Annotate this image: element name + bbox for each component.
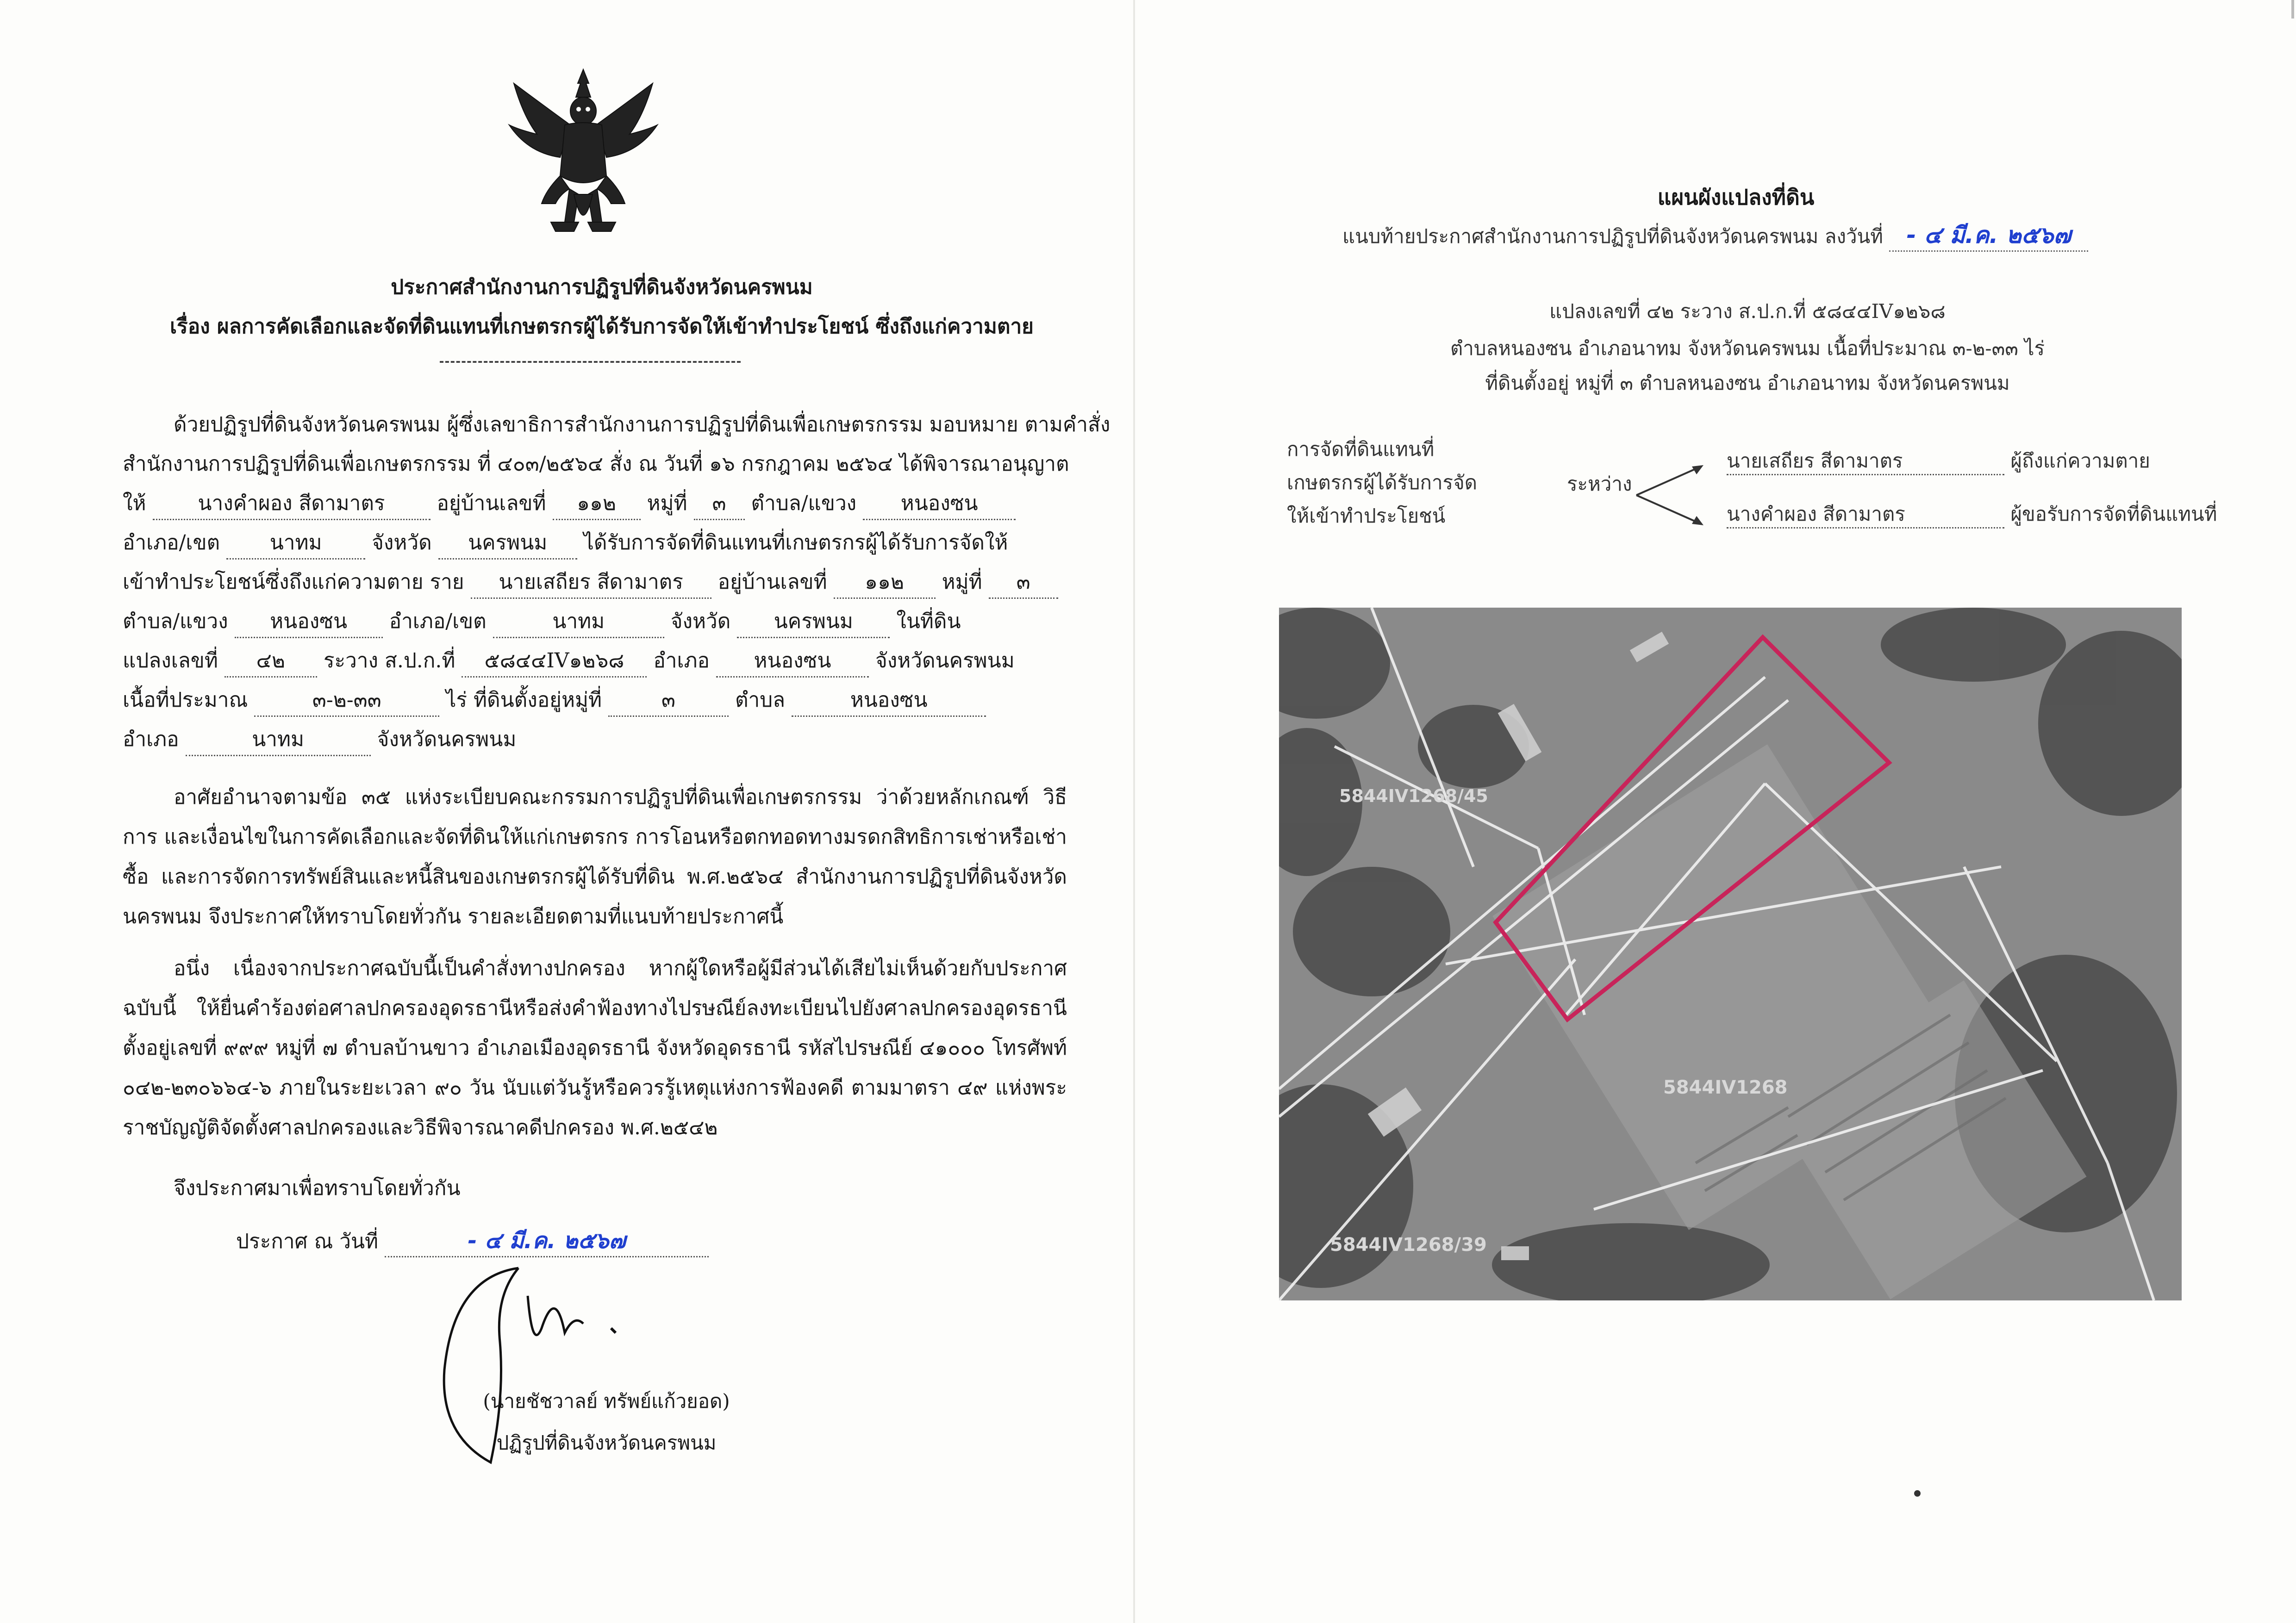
map-subtitle-date: - ๔ มี.ค. ๒๕๖๗ <box>1889 220 2088 252</box>
area-field: ๓-๒-๓๓ <box>254 685 439 717</box>
party-2-name: นางคำผอง สีดามาตร <box>1727 501 2004 529</box>
announcement-title: ประกาศสำนักงานการปฏิรูปที่ดินจังหวัดนครพนม <box>391 275 813 299</box>
paragraph-1-line-1: ด้วยปฏิรูปที่ดินจังหวัดนครพนม ผู้ซึ่งเลขาธิการสำนักงานการปฏิรูปที่ดินเพื่อเกษตรกรรม มอบหมาย ตามคำสั่ง <box>174 413 1111 436</box>
plot-amphoe-field: หนองซน <box>716 646 869 678</box>
party-1-row: นายเสถียร สีดามาตร ผู้ถึงแก่ความตาย <box>1727 444 2150 478</box>
plot-info-line-2: ตำบลหนองซน อำเภอนาทม จังหวัดนครพนม เนื้อที่ประมาณ ๓-๒-๓๓ ไร่ <box>1450 337 2045 360</box>
map-label-1: 5844IV1268/45 <box>1339 786 1488 806</box>
form-row-recipient-address: อำเภอ/เขต นาทม จังหวัด นครพนม ได้รับการจัดที่ดินแทนที่เกษตรกรผู้ได้รับการจัดให้ <box>123 523 1067 563</box>
branch-arrows-icon <box>1634 458 1708 532</box>
recipient-name-field: นางคำผอง สีดามาตร <box>153 488 430 520</box>
deceased-house-no-field: ๑๑๒ <box>834 567 936 599</box>
signer-name: (นายชัชวาลย์ ทรัพย์แก้วยอด) <box>483 1390 730 1412</box>
announced-date-field: - ๔ มี.ค. ๒๕๖๗ <box>385 1225 709 1257</box>
map-subtitle: แนบท้ายประกาศสำนักงานการปฏิรูปที่ดินจังหวัดนครพนม ลงวันที่ - ๔ มี.ค. ๒๕๖๗ <box>1342 220 2176 252</box>
fold-mark <box>2291 0 2294 19</box>
map-title: แผนผังแปลงที่ดิน <box>1657 185 1815 210</box>
deceased-province-field: นครพนม <box>737 606 890 638</box>
recipient-amphoe-field: นาทม <box>226 528 365 560</box>
speck-mark <box>1914 1490 1921 1497</box>
announcement-subject: เรื่อง ผลการคัดเลือกและจัดที่ดินแทนที่เกษตรกรผู้ได้รับการจัดให้เข้าทำประโยชน์ ซึ่งถึงแก่ความตาย <box>170 315 1034 338</box>
form-row-plot: แปลงเลขที่ ๔๒ ระวาง ส.ป.ก.ที่ ๕๘๔๔IV๑๒๖๘ อำเภอ หนองซน จังหวัดนครพนม <box>123 641 1067 681</box>
allocation-label: การจัดที่ดินแทนที่ เกษตรกรผู้ได้รับการจัด ให้เข้าทำประโยชน์ <box>1287 438 1477 527</box>
sheet-no-field: ๕๘๔๔IV๑๒๖๘ <box>462 646 647 678</box>
party-2-row: นางคำผอง สีดามาตร ผู้ขอรับการจัดที่ดินแทนที่ <box>1727 497 2217 531</box>
announced-date-row: ประกาศ ณ วันที่ - ๔ มี.ค. ๒๕๖๗ <box>236 1222 792 1262</box>
party-1-name: นายเสถียร สีดามาตร <box>1727 448 2004 475</box>
deceased-name-field: นายเสถียร สีดามาตร <box>471 567 711 599</box>
plot-info-line-3: ที่ดินตั้งอยู่ หมู่ที่ ๓ ตำบลหนองซน อำเภอนาทม จังหวัดนครพนม <box>1485 372 2010 394</box>
aerial-photo-map <box>1279 608 2182 1300</box>
recipient-tambon-field: หนองซน <box>863 488 1016 520</box>
deceased-moo-field: ๓ <box>989 567 1058 599</box>
recipient-house-no-field: ๑๑๒ <box>553 488 641 520</box>
plot-moo-field: ๓ <box>608 685 729 717</box>
form-row-area: เนื้อที่ประมาณ ๓-๒-๓๓ ไร่ ที่ดินตั้งอยู่หมู่ที่ ๓ ตำบล หนองซน <box>123 680 1067 720</box>
plot-tambon-field: หนองซน <box>792 685 986 717</box>
paragraph-1-line-2: สำนักงานการปฏิรูปที่ดินเพื่อเกษตรกรรม ที่ ๔๐๓/๒๕๖๔ สั่ง ณ วันที่ ๑๖ กรกฎาคม ๒๕๖๔ ได้พิจารณาอนุญาต <box>123 452 1069 476</box>
form-row-deceased: เข้าทำประโยชน์ซึ่งถึงแก่ความตาย ราย นายเสถียร สีดามาตร อยู่บ้านเลขที่ ๑๑๒ หมู่ที่ ๓ <box>123 562 1067 602</box>
map-label-3: 5844IV1268/39 <box>1330 1234 1487 1256</box>
between-label: ระหว่าง <box>1567 473 1632 495</box>
form-row-recipient: ให้ นางคำผอง สีดามาตร อยู่บ้านเลขที่ ๑๑๒ หมู่ที่ ๓ ตำบล/แขวง หนองซน <box>123 484 1067 523</box>
plot-no-field: ๔๒ <box>225 646 317 678</box>
deceased-amphoe-field: นาทม <box>493 606 664 638</box>
paragraph-3: อนึ่ง เนื่องจากประกาศฉบับนี้เป็นคำสั่งทางปกครอง หากผู้ใดหรือผู้มีส่วนได้เสียไม่เห็นด้วยกับประกาศฉบับนี้ ให้ยื่นคำร้องต่อศาลปกครองอุดรธานีหรือส่งคำฟ้องทางไปรษณีย์ลงทะเบียนไปยังศาลปกครองอุดรธานี ตั้งอยู่เลขที่ ๙๙๙ หมู่ที่ ๗ ตำบลบ้านขาว อำเภอเมืองอุดรธานี จังหวัดอุดรธานี รหัสไปรษณีย์ ๔๑๐๐๐ โทรศัพท์ ๐๔๒-๒๓๐๖๖๔-๖ ภายในระยะเวลา ๙๐ วัน นับแต่วันรู้หรือควรรู้เหตุแห่งการฟ้องคดี ตามมาตรา ๔๙ แห่งพระราชบัญญัติจัดตั้งศาลปกครองและวิธีพิจารณาคดีปกครอง พ.ศ.๒๕๔๒ <box>123 957 1067 1139</box>
deceased-tambon-field: หนองซน <box>235 606 383 638</box>
recipient-province-field: นครพนม <box>438 528 577 560</box>
form-row-plot-amphoe: อำเภอ นาทม จังหวัดนครพนม <box>123 720 1067 759</box>
title-divider <box>440 361 741 363</box>
closing-line: จึงประกาศมาเพื่อทราบโดยทั่วกัน <box>174 1176 461 1200</box>
plot-amphoe2-field: นาทม <box>186 724 371 756</box>
page-divider <box>1133 0 1135 1623</box>
signer-title: ปฏิรูปที่ดินจังหวัดนครพนม <box>496 1431 717 1454</box>
paragraph-2: อาศัยอำนาจตามข้อ ๓๕ แห่งระเบียบคณะกรรมการปฏิรูปที่ดินเพื่อเกษตรกรรม ว่าด้วยหลักเกณฑ์ วิธีการ และเงื่อนไขในการคัดเลือกและจัดที่ดินให้แก่เกษตรกร การโอนหรือตกทอดทางมรดกสิทธิการเช่าหรือเช่าซื้อ และการจัดการทรัพย์สินและหนี้สินของเกษตรกรผู้ได้รับที่ดิน พ.ศ.๒๕๖๔ สำนักงานการปฏิรูปที่ดินจังหวัดนครพนม จึงประกาศให้ทราบโดยทั่วกัน รายละเอียดตามที่แนบท้ายประกาศนี้ <box>123 785 1067 928</box>
form-row-deceased-address: ตำบล/แขวง หนองซน อำเภอ/เขต นาทม จังหวัด นครพนม ในที่ดิน <box>123 602 1067 641</box>
recipient-moo-field: ๓ <box>694 488 745 520</box>
garuda-emblem-icon <box>505 65 662 241</box>
map-label-2: 5844IV1268 <box>1663 1077 1788 1098</box>
plot-info-line-1: แปลงเลขที่ ๔๒ ระวาง ส.ป.ก.ที่ ๕๘๔๔IV๑๒๖๘ <box>1549 300 1946 323</box>
